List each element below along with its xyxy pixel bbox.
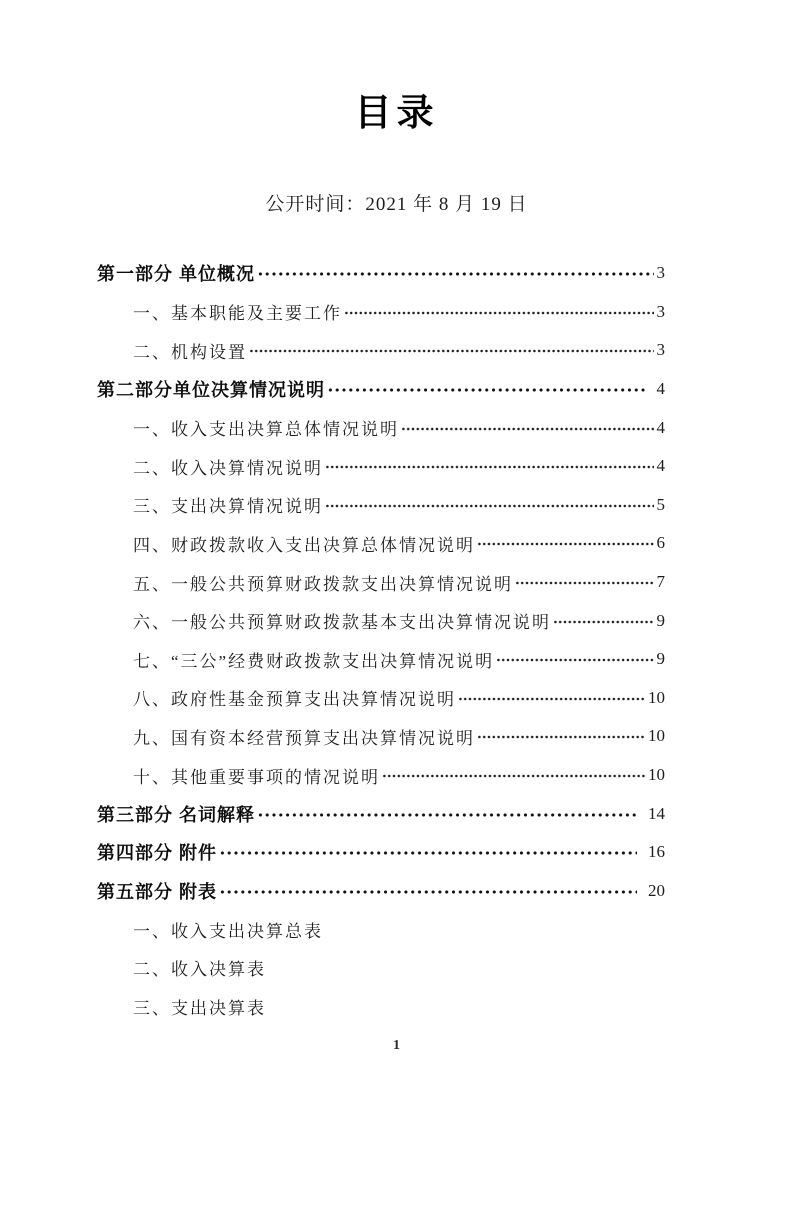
- toc-list: [97, 254, 665, 1026]
- toc-item-row: [97, 717, 665, 756]
- toc-entry-label: 六、一般公共预算财政拨款基本支出决算情况说明: [133, 613, 551, 633]
- toc-entry-label: 九、国有资本经营预算支出决算情况说明: [133, 728, 475, 748]
- dot-leader: [477, 540, 654, 548]
- dot-leader: [219, 849, 637, 857]
- dot-leader: [219, 888, 637, 896]
- page-title: 目录: [354, 92, 439, 133]
- toc-entry-label: 第四部分 附件: [97, 843, 218, 864]
- toc-item-row: [97, 987, 665, 1026]
- toc-entry-label: 第二部分单位决算情况说明: [97, 380, 325, 401]
- dot-leader: [257, 270, 653, 278]
- dot-leader: [344, 309, 654, 317]
- dot-leader: [325, 502, 654, 510]
- toc-item-row: [97, 756, 665, 795]
- dot-leader: [382, 772, 645, 780]
- toc-section-row: [97, 370, 665, 409]
- toc-entry-label: 一、收入支出决算总表: [133, 921, 323, 941]
- toc-page-number: 3: [656, 301, 665, 321]
- toc-item-row: [97, 679, 665, 718]
- toc-page-number: 5: [656, 494, 665, 514]
- toc-item-row: [97, 408, 665, 447]
- dot-leader: [496, 656, 653, 664]
- dot-leader: [401, 425, 654, 433]
- dot-leader: [477, 733, 645, 741]
- toc-item-row: [97, 293, 665, 332]
- toc-page-number: 4: [656, 456, 665, 476]
- toc-entry-label: 一、基本职能及主要工作: [133, 304, 342, 324]
- toc-entry-label: 三、支出决算表: [133, 999, 266, 1019]
- toc-section-row: [97, 833, 665, 872]
- toc-item-row: [97, 601, 665, 640]
- toc-page-number: 3: [656, 340, 665, 360]
- dot-leader: [325, 463, 654, 471]
- toc-item-row: [97, 640, 665, 679]
- toc-item-row: [97, 524, 665, 563]
- toc-entry-label: 二、收入决算表: [133, 960, 266, 980]
- toc-page-number: 3: [656, 263, 665, 283]
- toc-page-number: 9: [656, 610, 665, 630]
- toc-entry-label: 五、一般公共预算财政拨款支出决算情况说明: [133, 574, 513, 594]
- toc-entry-label: 八、政府性基金预算支出决算情况说明: [133, 690, 456, 710]
- publish-date: 公开时间：2021 年 8 月 19 日: [265, 194, 528, 215]
- toc-page-number: 4: [656, 379, 665, 399]
- toc-entry-label: 第三部分 名词解释: [97, 804, 256, 825]
- toc-section-row: [97, 794, 665, 833]
- dot-leader: [327, 386, 646, 394]
- toc-entry-label: 一、收入支出决算总体情况说明: [133, 420, 399, 440]
- toc-page-number: 9: [656, 649, 665, 669]
- toc-entry-label: 二、收入决算情况说明: [133, 458, 323, 478]
- toc-entry-label: 二、机构设置: [133, 342, 247, 362]
- toc-item-row: [97, 486, 665, 525]
- toc-page-number: 10: [648, 687, 665, 707]
- toc-page-number: 20: [648, 880, 665, 900]
- toc-item-row: [97, 910, 665, 949]
- toc-page-number: 10: [648, 726, 665, 746]
- toc-page-number: 16: [648, 842, 665, 862]
- toc-item-row: [97, 331, 665, 370]
- dot-leader: [515, 579, 654, 587]
- toc-page-number: 14: [648, 803, 665, 823]
- toc-entry-label: 第一部分 单位概况: [97, 264, 256, 285]
- dot-leader: [257, 811, 637, 819]
- dot-leader: [458, 695, 645, 703]
- toc-entry-label: 十、其他重要事项的情况说明: [133, 767, 380, 787]
- toc-page-number: 7: [656, 572, 665, 592]
- toc-section-row: [97, 254, 665, 293]
- dot-leader: [249, 347, 654, 355]
- dot-leader: [553, 618, 654, 626]
- page-number: 1: [393, 1037, 400, 1053]
- toc-page-number: 4: [656, 417, 665, 437]
- toc-item-row: [97, 563, 665, 602]
- toc-item-row: [97, 949, 665, 988]
- toc-section-row: [97, 872, 665, 911]
- document-page: [0, 90, 793, 1212]
- toc-entry-label: 四、财政拨款收入支出决算总体情况说明: [133, 535, 475, 555]
- toc-entry-label: 第五部分 附表: [97, 881, 218, 902]
- toc-page-number: 6: [656, 533, 665, 553]
- toc-entry-label: 三、支出决算情况说明: [133, 497, 323, 517]
- toc-page-number: 10: [648, 765, 665, 785]
- toc-item-row: [97, 447, 665, 486]
- toc-entry-label: 七、“三公”经费财政拨款支出决算情况说明: [133, 651, 495, 671]
